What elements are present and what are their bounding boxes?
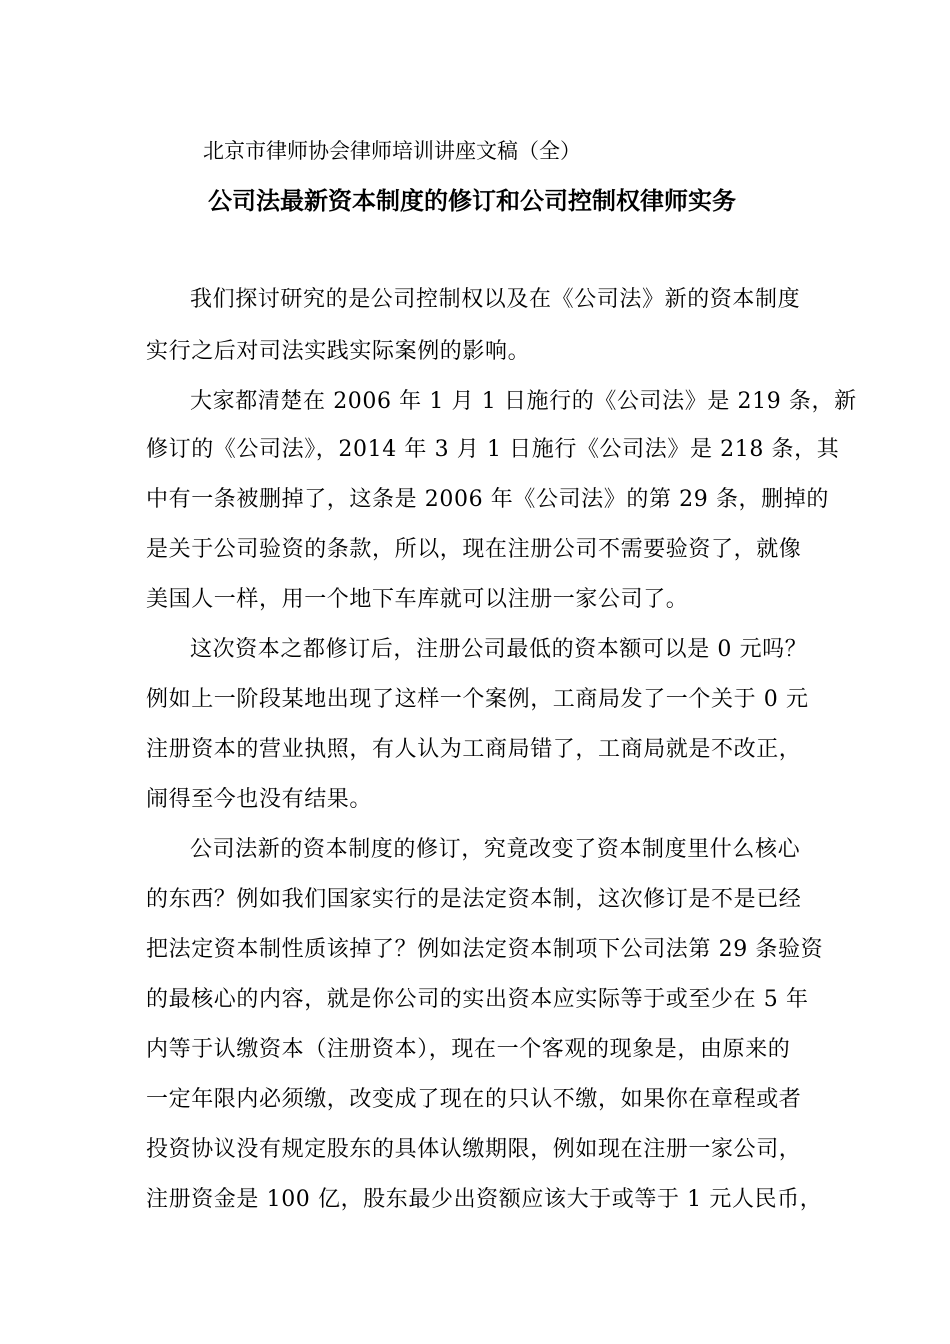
document-subtitle: 北京市律师协会律师培训讲座文稿（全）	[203, 139, 581, 163]
paragraph-4-line-3: 把法定资本制性质该掉了？例如法定资本制项下公司法第 29 条验资	[146, 937, 824, 962]
paragraph-2-line-1: 大家都清楚在 2006 年 1 月 1 日施行的《公司法》是 219 条，新	[190, 389, 857, 414]
paragraph-4-line-5: 内等于认缴资本（注册资本），现在一个客观的现象是，由原来的	[146, 1037, 791, 1062]
paragraph-3-line-1: 这次资本之都修订后，注册公司最低的资本额可以是 0 元吗？	[190, 637, 808, 662]
paragraph-2-line-4: 是关于公司验资的条款，所以，现在注册公司不需要验资了，就像	[146, 537, 802, 562]
paragraph-2-line-5: 美国人一样，用一个地下车库就可以注册一家公司了。	[146, 587, 689, 612]
paragraph-4-line-4: 的最核心的内容，就是你公司的实出资本应实际等于或至少在 5 年	[146, 987, 809, 1012]
paragraph-4-line-2: 的东西？例如我们国家实行的是法定资本制，这次修订是不是已经	[146, 887, 802, 912]
paragraph-1-line-2: 实行之后对司法实践实际案例的影响。	[146, 339, 531, 364]
paragraph-1-line-1: 我们探讨研究的是公司控制权以及在《公司法》新的资本制度	[190, 287, 801, 312]
paragraph-4-line-1: 公司法新的资本制度的修订，究竟改变了资本制度里什么核心	[190, 837, 801, 862]
paragraph-2-line-2: 修订的《公司法》，2014 年 3 月 1 日施行《公司法》是 218 条，其	[146, 437, 840, 462]
paragraph-4-line-7: 投资协议没有规定股东的具体认缴期限，例如现在注册一家公司，	[146, 1137, 802, 1162]
paragraph-4-line-6: 一定年限内必须缴，改变成了现在的只认不缴，如果你在章程或者	[146, 1087, 802, 1112]
paragraph-2-line-3: 中有一条被删掉了，这条是 2006 年《公司法》的第 29 条，删掉的	[146, 487, 829, 512]
document-title: 公司法最新资本制度的修订和公司控制权律师实务	[208, 187, 736, 215]
paragraph-3-line-4: 闹得至今也没有结果。	[146, 787, 373, 812]
paragraph-3-line-2: 例如上一阶段某地出现了这样一个案例，工商局发了一个关于 0 元	[146, 687, 809, 712]
paragraph-3-line-3: 注册资本的营业执照，有人认为工商局错了，工商局就是不改正，	[146, 737, 802, 762]
paragraph-4-line-8: 注册资金是 100 亿，股东最少出资额应该大于或等于 1 元人民币，	[146, 1187, 823, 1212]
